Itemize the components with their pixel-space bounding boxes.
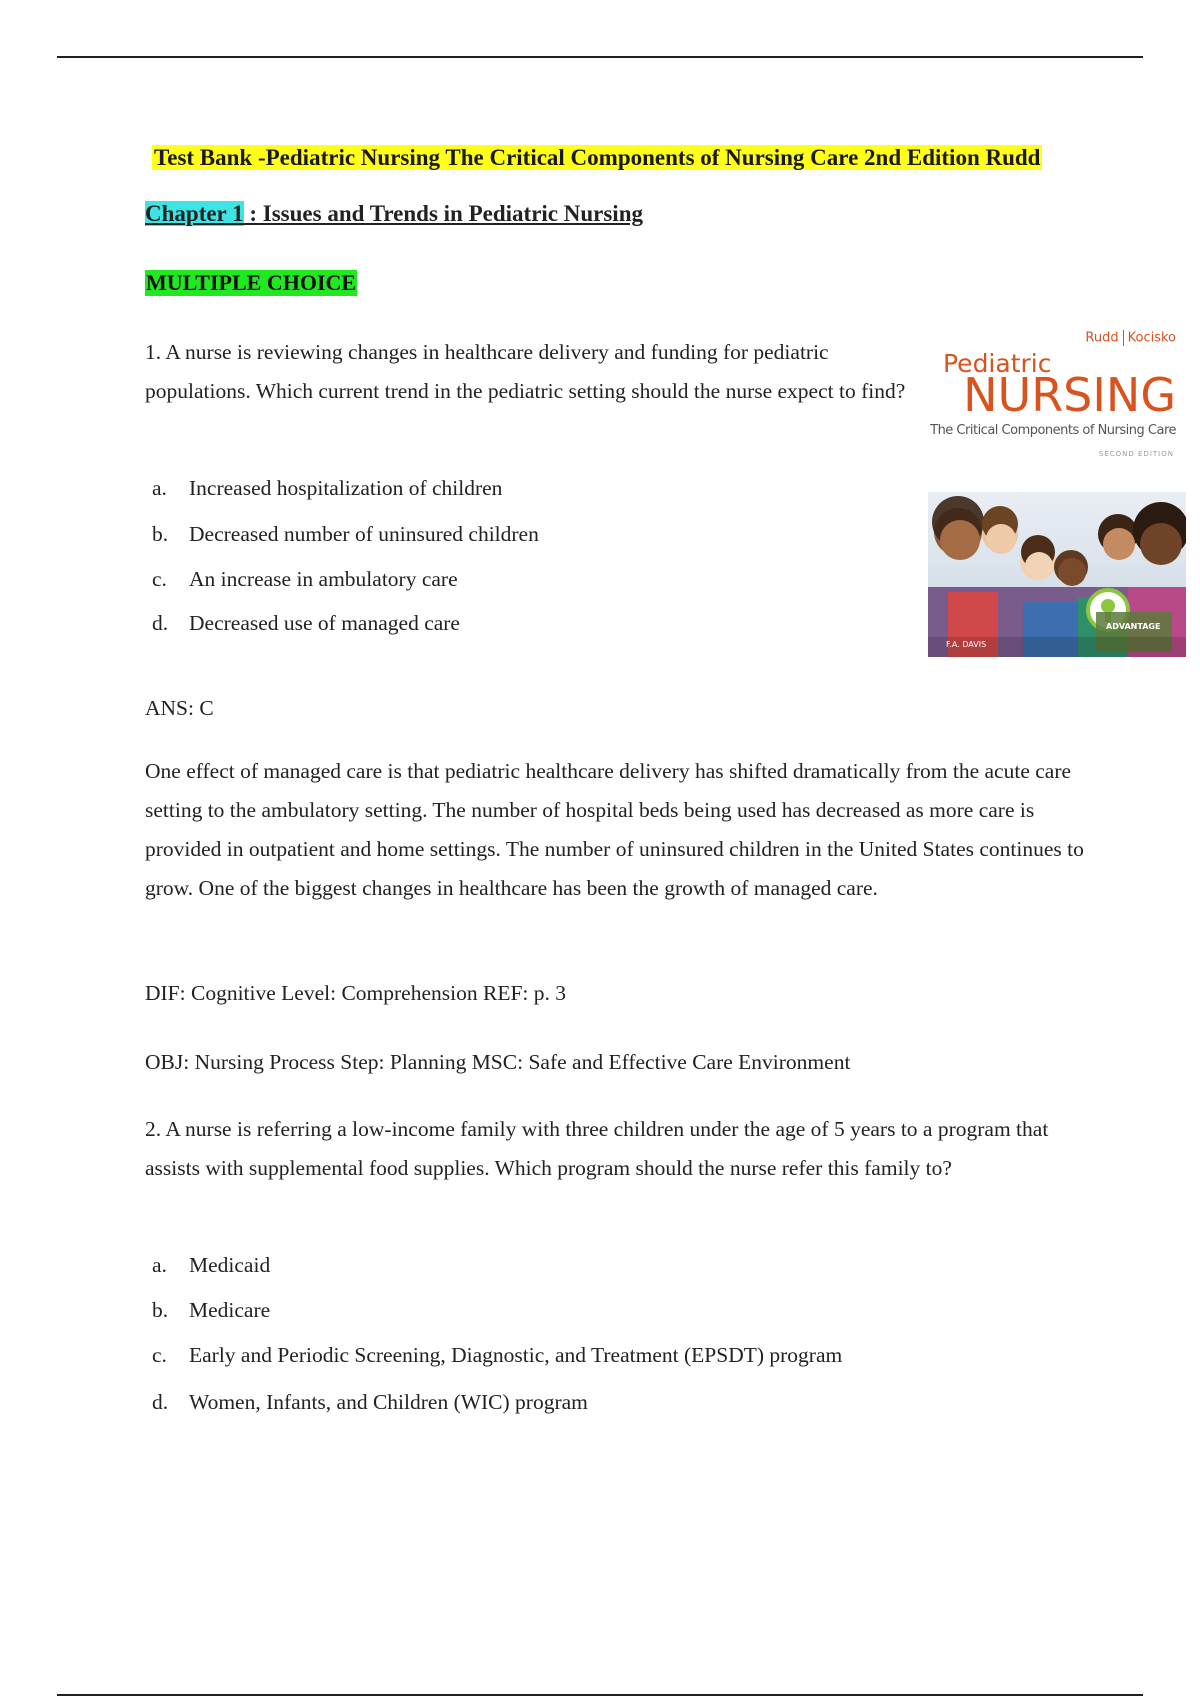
question-1-difficulty: DIF: Cognitive Level: Comprehension REF: p. 3 <box>145 981 567 1005</box>
section-heading: MULTIPLE CHOICE <box>146 270 357 295</box>
cover-children-photo <box>928 492 1186 657</box>
option-letter: a. <box>152 476 167 500</box>
option-text: An increase in ambulatory care <box>189 567 458 591</box>
document-title <box>152 145 1042 171</box>
option-text: Decreased use of managed care <box>189 611 460 635</box>
option-text: Medicaid <box>189 1253 271 1277</box>
option-letter: c. <box>152 1343 167 1367</box>
option-letter: b. <box>152 522 169 546</box>
cover-title-line-1: Pediatric <box>943 349 1052 378</box>
cover-author-2: Kocisko <box>1127 330 1176 346</box>
cover-author-1: Rudd <box>1085 330 1119 346</box>
cover-badge-label: ADVANTAGE <box>1106 622 1161 631</box>
question-1-option-d <box>152 611 460 636</box>
question-1-objective: OBJ: Nursing Process Step: Planning MSC: Safe and Effective Care Environment <box>145 1050 851 1074</box>
cover-authors <box>1085 330 1176 346</box>
cover-subtitle: The Critical Components of Nursing Care <box>930 423 1176 438</box>
option-text: Increased hospitalization of children <box>189 476 503 500</box>
option-letter: d. <box>152 1390 169 1414</box>
option-text: Women, Infants, and Children (WIC) program <box>189 1390 588 1414</box>
chapter-number: Chapter 1 <box>145 201 244 226</box>
question-1-option-c <box>152 567 458 592</box>
chapter-title: : Issues and Trends in Pediatric Nursing <box>243 201 643 226</box>
question-2-option-c <box>152 1343 842 1368</box>
bottom-rule <box>57 1694 1143 1696</box>
cover-edition: SECOND EDITION <box>1098 450 1174 458</box>
option-text: Decreased number of uninsured children <box>189 522 539 546</box>
question-2-option-a <box>152 1253 270 1278</box>
cover-publisher: F.A. DAVIS <box>946 640 987 649</box>
option-letter: a. <box>152 1253 167 1277</box>
question-2-option-d <box>152 1390 588 1415</box>
question-1-rationale: One effect of managed care is that pediatric healthcare delivery has shifted dramatically from the acute care setting to the ambulatory setting. The number of hospital beds being used has decreased as more care is provided in outpatient and home settings. The number of uninsured children in the United States continues to grow. One of the biggest changes in healthcare has been the growth of managed care. <box>145 759 1084 900</box>
document-title-text: Test Bank -Pediatric Nursing The Critical Components of Nursing Care 2nd Edition Rudd <box>154 145 1041 170</box>
question-1-answer: ANS: C <box>145 696 214 720</box>
cover-title-line-2: NURSING <box>963 368 1176 422</box>
question-1-option-b <box>152 522 539 547</box>
option-letter: d. <box>152 611 169 635</box>
question-2-option-b <box>152 1298 270 1323</box>
question-1-text: 1. A nurse is reviewing changes in healthcare delivery and funding for pediatric populations. Which current trend in the pediatric setting should the nurse expect to find? <box>145 340 906 403</box>
cover-author-divider <box>1123 330 1124 346</box>
book-cover-image <box>928 322 1186 657</box>
question-1-option-a <box>152 476 502 501</box>
option-letter: b. <box>152 1298 169 1322</box>
option-letter: c. <box>152 567 167 591</box>
question-2-text: 2. A nurse is referring a low-income family with three children under the age of 5 years to a program that assists with supplemental food supplies. Which program should the nurse refer this family to? <box>145 1117 1049 1180</box>
chapter-heading <box>145 201 643 227</box>
option-text: Medicare <box>189 1298 271 1322</box>
option-text: Early and Periodic Screening, Diagnostic, and Treatment (EPSDT) program <box>189 1343 843 1367</box>
top-rule <box>57 56 1143 58</box>
